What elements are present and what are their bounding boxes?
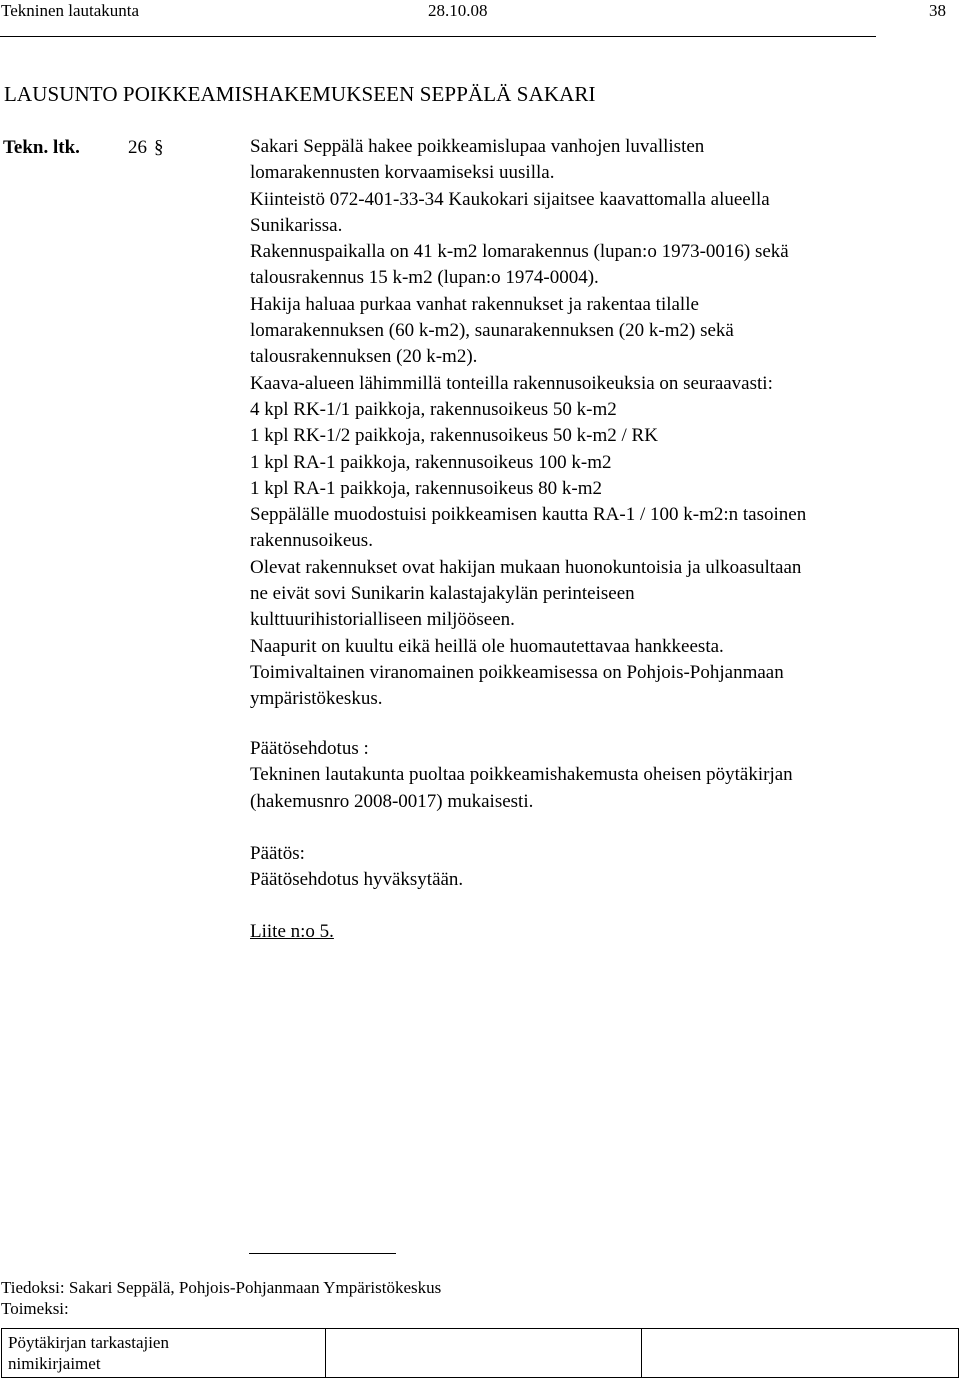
proposal-line: (hakemusnro 2008-0017) mukaisesti. — [250, 790, 534, 812]
proposal-section — [250, 736, 940, 815]
body-line: Seppälälle muodostuisi poikkeamisen kautta RA-1 / 100 k-m2:n tasoinen — [250, 504, 807, 526]
section-number: 26 — [128, 137, 147, 158]
body-line: 1 kpl RA-1 paikkoja, rakennusoikeus 100 k-m2 — [250, 451, 612, 473]
footer-info: Tiedoksi: Sakari Seppälä, Pohjois-Pohjanmaan Ympäristökeskus — [1, 1278, 442, 1297]
body-line: Olevat rakennukset ovat hakijan mukaan huonokuntoisia ja ulkoasultaan — [250, 556, 802, 578]
body-line: Kiinteistö 072-401-33-34 Kaukokari sijaitsee kaavattomalla alueella — [250, 188, 770, 210]
body-line: ympäristökeskus. — [250, 688, 383, 710]
body-line: kulttuurihistorialliseen miljööseen. — [250, 609, 515, 631]
attachment-section — [250, 919, 940, 945]
body-line: Hakija haluaa purkaa vanhat rakennukset ja rakentaa tilalle — [250, 293, 699, 315]
decision-text: Päätösehdotus hyväksytään. — [250, 869, 464, 891]
body-line: Toimivaltainen viranomainen poikkeamisessa on Pohjois-Pohjanmaan — [250, 661, 784, 683]
document-body — [250, 134, 940, 713]
header-committee: Tekninen lautakunta — [1, 1, 140, 20]
body-line: rakennusoikeus. — [250, 530, 373, 552]
document-title: LAUSUNTO POIKKEAMISHAKEMUKSEEN SEPPÄLÄ SAKARI — [4, 82, 596, 106]
signature-label-line-1: Pöytäkirjan tarkastajien — [8, 1333, 169, 1352]
section-symbol: § — [154, 137, 164, 158]
body-line: 1 kpl RK-1/2 paikkoja, rakennusoikeus 50 k-m2 / RK — [250, 425, 658, 447]
body-line: talousrakennus 15 k-m2 (lupan:o 1974-0004). — [250, 267, 599, 289]
body-line: ne eivät sovi Sunikarin kalastajakylän perinteiseen — [250, 583, 635, 605]
header-divider — [0, 36, 876, 37]
footer-action: Toimeksi: — [1, 1299, 69, 1318]
body-line: Naapurit on kuultu eikä heillä ole huomautettavaa hankkeesta. — [250, 635, 724, 657]
body-line: Rakennuspaikalla on 41 k-m2 lomarakennus (lupan:o 1973-0016) sekä — [250, 241, 789, 263]
proposal-heading: Päätösehdotus : — [250, 738, 369, 759]
header-page-number: 38 — [929, 1, 946, 20]
body-line: Sakari Seppälä hakee poikkeamislupaa vanhojen luvallisten — [250, 136, 705, 157]
signature-table — [1, 1328, 959, 1378]
body-line: Sunikarissa. — [250, 214, 343, 236]
decision-section — [250, 841, 940, 894]
attachment-link: Liite n:o 5. — [250, 921, 334, 942]
section-label: Tekn. ltk. — [3, 137, 80, 158]
signature-line — [249, 1253, 396, 1254]
signature-cell-1 — [326, 1329, 642, 1377]
decision-heading: Päätös: — [250, 843, 305, 864]
proposal-line: Tekninen lautakunta puoltaa poikkeamishakemusta oheisen pöytäkirjan — [250, 764, 793, 786]
header-date: 28.10.08 — [428, 1, 488, 20]
signature-label-line-2: nimikirjaimet — [8, 1354, 101, 1373]
signature-cell-2 — [642, 1329, 958, 1377]
body-line: 4 kpl RK-1/1 paikkoja, rakennusoikeus 50 k-m2 — [250, 398, 617, 420]
body-line: Kaava-alueen lähimmillä tonteilla rakennusoikeuksia on seuraavasti: — [250, 372, 773, 394]
body-line: lomarakennusten korvaamiseksi uusilla. — [250, 162, 555, 184]
body-line: lomarakennuksen (60 k-m2), saunarakennuksen (20 k-m2) sekä — [250, 320, 734, 342]
signature-label-cell — [2, 1329, 326, 1377]
body-line: 1 kpl RA-1 paikkoja, rakennusoikeus 80 k-m2 — [250, 477, 602, 499]
body-line: talousrakennuksen (20 k-m2). — [250, 346, 478, 368]
